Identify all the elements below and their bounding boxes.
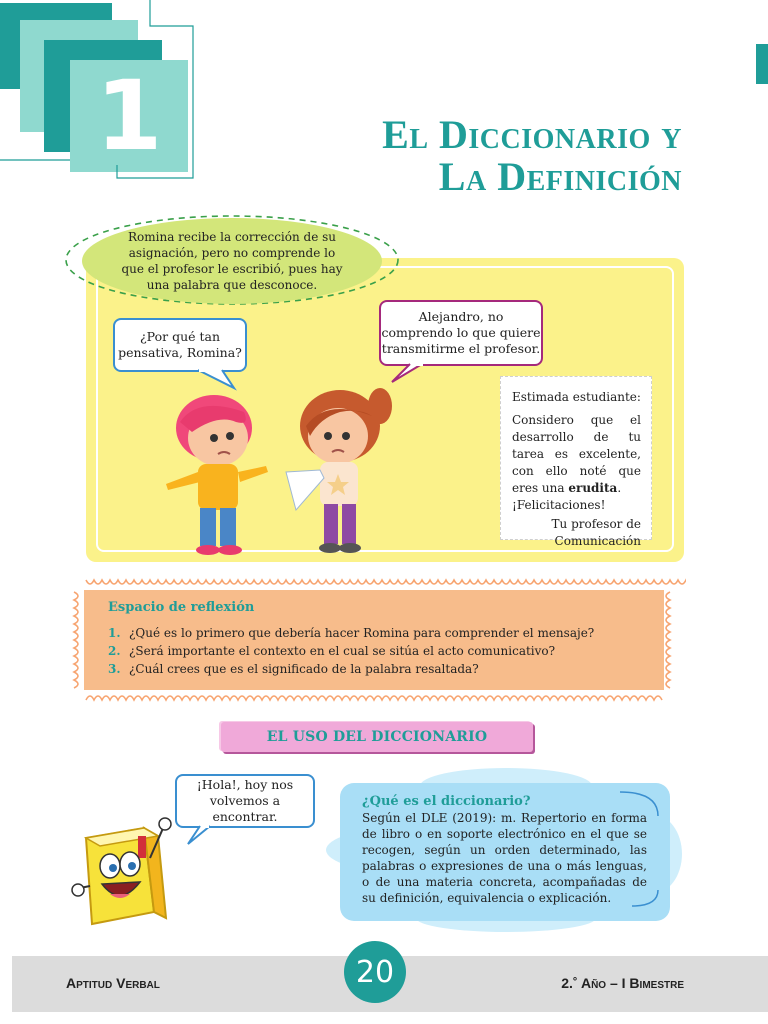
definition-title: ¿Qué es el diccionario? (362, 794, 531, 809)
book-speech-bubble: ¡Hola!, hoy nos volvemos a encontrar. (175, 774, 315, 828)
note-signature-line2: Comunicación (554, 534, 641, 548)
page-title-line2: La Definición (438, 154, 682, 199)
note-highlight-word: erudita (568, 481, 618, 495)
definition-text: Según el DLE (2019): m. Repertorio en forma de libro o en soporte electrónico en el que se recogen, según un orden determinado, las palabras o expresiones de una o más lenguas, o de una materia concreta, acompañadas de su definición, equivalencia o explicación. (362, 811, 647, 905)
footer-grade: 2.˚ Año – I Bimestre (561, 975, 684, 991)
reflection-title: Espacio de reflexión (108, 600, 255, 615)
boy-illustration (158, 392, 276, 556)
note-signature-line1: Tu profesor de (551, 517, 641, 531)
reflection-questions (108, 624, 594, 678)
question-number: 1. (108, 626, 121, 640)
reflection-question (108, 642, 594, 660)
boy-speech-bubble: ¿Por qué tan pensativa, Romina? (113, 318, 247, 372)
note-closing: ¡Felicitaciones! (512, 498, 606, 512)
girl-illustration (280, 386, 400, 556)
question-text: ¿Cuál crees que es el significado de la palabra resaltada? (129, 662, 479, 676)
boy-bubble-tail (196, 368, 240, 392)
chapter-number: 1 (95, 60, 163, 172)
note-greeting: Estimada estudiante: (512, 390, 641, 404)
book-bubble-tail (186, 824, 216, 848)
reflection-question (108, 660, 594, 678)
note-body (512, 412, 641, 497)
question-text: ¿Será importante el contexto en el cual se sitúa el acto comunicativo? (129, 644, 556, 658)
reflection-question (108, 624, 594, 642)
narration-oval: Romina recibe la corrección de su asignación, pero no comprende lo que el profesor le escribió, pues hay una palabra que desconoce. (82, 218, 382, 304)
book-character-illustration (66, 808, 176, 932)
note-body-end: . (617, 481, 622, 495)
footer-subject: Aptitud Verbal (66, 975, 160, 991)
question-number: 2. (108, 644, 121, 658)
section-heading: EL USO DEL DICCIONARIO (221, 722, 533, 752)
question-number: 3. (108, 662, 121, 676)
page-title (382, 114, 682, 198)
edge-marker (756, 44, 768, 84)
note-body-text: Considero que el desarrollo de tu tarea es excelente, con ello noté que eres una (512, 413, 641, 495)
page-title-line1: El Diccionario y (382, 112, 682, 157)
page-number: 20 (344, 941, 406, 1003)
question-text: ¿Qué es lo primero que debería hacer Romina para comprender el mensaje? (129, 626, 595, 640)
teacher-note (500, 376, 652, 548)
girl-speech-bubble: Alejandro, no comprendo lo que quiere transmitirme el profesor. (379, 300, 543, 366)
girl-bubble-tail (388, 362, 428, 386)
